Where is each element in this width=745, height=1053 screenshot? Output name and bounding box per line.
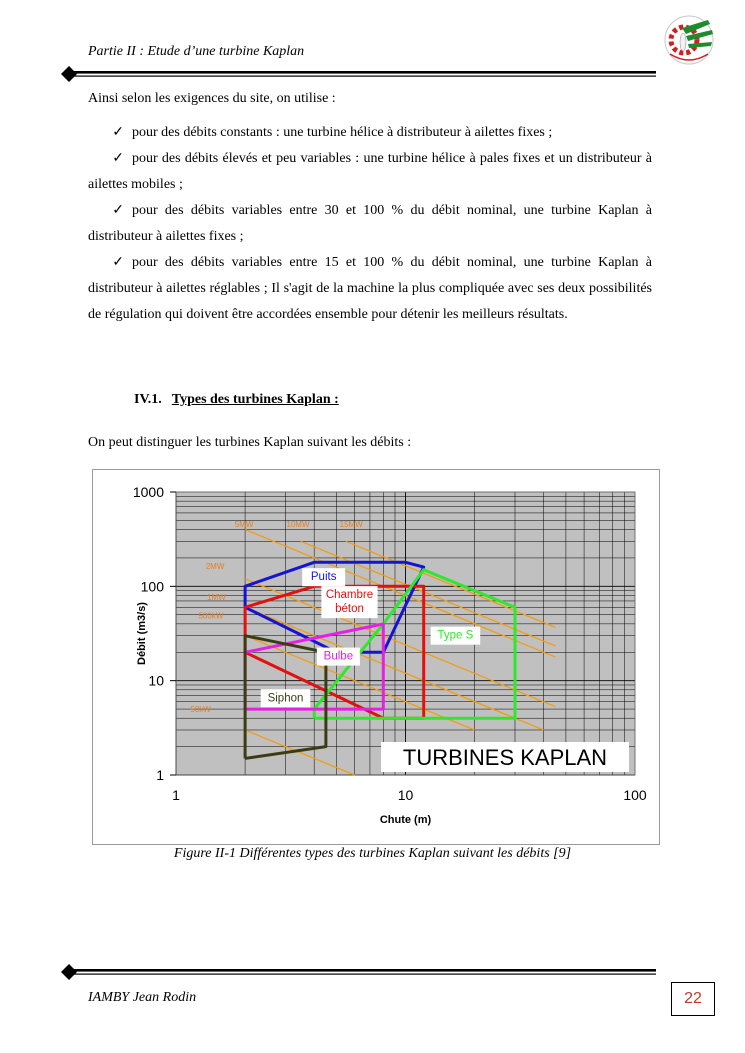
section-heading xyxy=(134,392,339,408)
section-number: IV.1. xyxy=(134,392,162,407)
series-label: Siphon xyxy=(267,692,304,705)
check-icon: ✓ xyxy=(112,151,124,166)
series-label: Puits xyxy=(310,571,337,584)
bullet-item xyxy=(88,120,652,146)
page-number: 22 xyxy=(671,982,715,1016)
series-label: Bulbe xyxy=(323,650,354,663)
power-line-label: 2MW xyxy=(205,562,225,572)
chart-title: TURBINES KAPLAN xyxy=(402,745,608,770)
x-tick-label: 10 xyxy=(397,787,414,803)
section-title: Types des turbines Kaplan : xyxy=(171,392,339,407)
power-line-label: 10MW xyxy=(286,519,310,529)
page-header-title: Partie II : Etude d’une turbine Kaplan xyxy=(88,44,305,59)
power-line-label: 500kW xyxy=(198,611,224,621)
footer-rule xyxy=(60,962,660,982)
x-axis-label: Chute (m) xyxy=(379,814,432,826)
check-icon: ✓ xyxy=(112,203,124,218)
check-icon: ✓ xyxy=(112,255,124,270)
series-label: Chambre xyxy=(325,589,374,602)
power-line-label: 15MW xyxy=(339,519,363,529)
header-rule xyxy=(60,64,660,84)
power-line-label: 50kW xyxy=(190,705,211,715)
university-logo-icon xyxy=(658,14,720,66)
bullet-text: pour des débits constants : une turbine hélice à distributeur à ailettes fixes ; xyxy=(132,125,553,140)
series-label: Type S xyxy=(437,629,474,642)
power-line-label: 5MW xyxy=(234,519,254,529)
y-tick-label: 1000 xyxy=(132,484,164,500)
series-label: béton xyxy=(335,603,364,616)
y-axis-label: Débit (m3/s) xyxy=(136,602,148,665)
bullet-text: pour des débits élevés et peu variables : une turbine hélice à pales fixes et un distributeur à ailettes mobiles ; xyxy=(88,151,652,192)
y-tick-label: 100 xyxy=(140,578,164,595)
figure-caption: Figure II-1 Différentes types des turbines Kaplan suivant les débits [9] xyxy=(173,846,572,861)
bullet-text: pour des débits variables entre 15 et 100 % du débit nominal, une turbine Kaplan à distributeur à ailettes réglables ; Il s'agit de la machine la plus compliquée avec ses deux possibilités de régulation qui doivent être accordées ensemble pour détenir les meilleurs résultats. xyxy=(88,255,652,322)
distinguish-text: On peut distinguer les turbines Kaplan suivant les débits : xyxy=(88,435,412,450)
author-name: IAMBY Jean Rodin xyxy=(88,990,197,1005)
bullet-item xyxy=(88,198,652,250)
power-line-label: 1MW xyxy=(207,593,226,603)
bullet-item xyxy=(88,250,652,328)
y-tick-label: 1 xyxy=(156,767,164,783)
turbine-chart xyxy=(93,470,659,844)
y-tick-label: 10 xyxy=(148,672,164,689)
figure-frame xyxy=(92,469,660,845)
bullet-item xyxy=(88,146,652,198)
check-icon: ✓ xyxy=(112,125,124,140)
x-tick-label: 1 xyxy=(172,787,180,803)
x-tick-label: 100 xyxy=(623,787,647,803)
bullet-text: pour des débits variables entre 30 et 100 % du débit nominal, une turbine Kaplan à distributeur à ailettes fixes ; xyxy=(88,203,652,244)
intro-text: Ainsi selon les exigences du site, on utilise : xyxy=(88,91,336,106)
